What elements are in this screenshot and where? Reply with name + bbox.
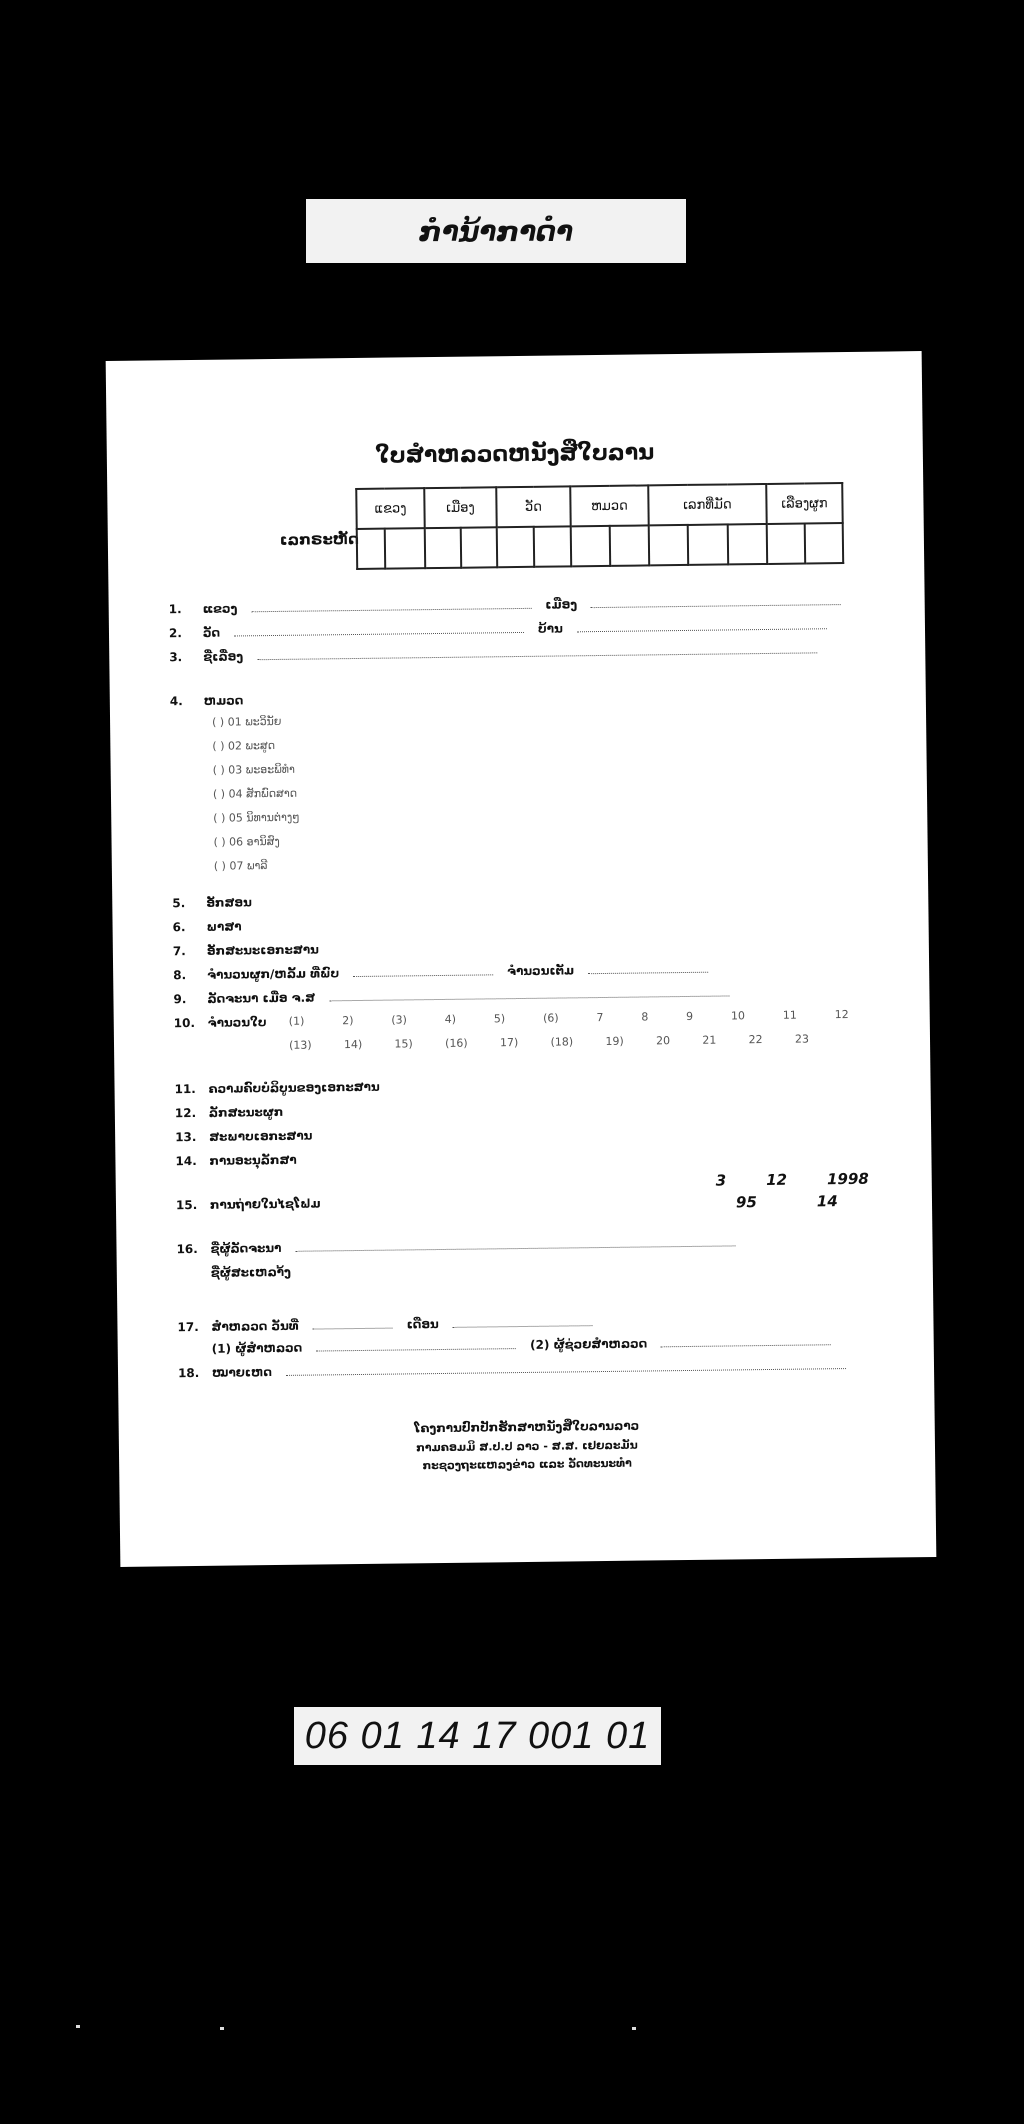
field-temple [169,618,827,640]
handwritten-numbers: 95 14 [735,1192,838,1212]
code-cell [688,524,728,564]
field-num: 18. [177,1365,200,1381]
leaf-count-row-1: (1) 2) (3) 4) 5) (6) 7 8 9 10 11 12 [288,1008,849,1028]
header-tag: ກຳນ້າກາດຳ [306,199,686,263]
code-col-temple: ວັດ [496,486,570,527]
field-category [170,693,244,708]
code-label: ເລກຣະຫັດ [279,529,360,549]
field-label-2: ເມືອງ [545,597,578,612]
field-num: 11. [174,1081,196,1097]
form-title: ໃບສຳຫລວດຫນັງສືໃບລານ [375,440,655,469]
field-fascicle-count [173,962,708,983]
leaf-count-row-2: (13) 14) 15) (16) 17) (18) 19) 20 21 22 23 [288,1032,810,1052]
field-num: 2. [168,626,183,641]
field-label: ການຖ່າຍໃນໄຊໂຟມ [209,1196,321,1212]
field-label: ຄວາມຄົບບໍລິບູນຂອງເອກະສານ [208,1079,380,1096]
code-cell [461,527,497,567]
category-option: ( ) 01 ພະວິນັຍ [212,714,282,729]
field-province [169,594,842,616]
fill-line [453,1324,593,1328]
field-label: (1) ຜູ້ສຳຫລວດ [211,1340,303,1356]
field-completeness [174,1080,379,1097]
field-num: 17. [177,1319,199,1335]
field-label-2: ຈຳນວນເຕັມ [507,963,575,979]
field-language [173,919,242,934]
field-label: ການອະນຸລັກສາ [209,1152,297,1168]
field-composed-date [173,985,729,1006]
field-label: ແຂວງ [202,601,238,616]
fill-line [251,607,531,612]
fill-line [295,1244,735,1251]
code-cell [610,525,649,565]
field-copyist [177,1265,291,1280]
category-option: ( ) 07 ພາລີ [213,859,268,873]
code-cell [649,525,689,565]
field-num: 1. [168,602,182,617]
field-label: ອັກສອນ [206,895,252,910]
field-remarks [178,1358,846,1380]
dust-speck [76,2025,80,2028]
fill-line [286,1367,846,1376]
field-label: ໝາຍເຫດ [211,1365,272,1380]
field-label: ວັດ [202,625,221,640]
field-num: 16. [176,1241,198,1257]
category-option: ( ) 06 ອານິສົງ [213,834,280,849]
field-label: ຊື່ຜູ້ສະເຫລາ້ງ [210,1264,291,1280]
survey-form-page [106,351,937,1567]
category-option: ( ) 02 ພະສູດ [212,738,276,753]
field-condition [175,1129,312,1145]
field-label: ລັກສະນະຜູກ [208,1104,284,1120]
code-cell [357,529,385,569]
fill-line [661,1343,831,1347]
field-surveyors [178,1334,832,1356]
fill-line [588,971,708,974]
field-author [176,1235,735,1256]
field-label-2: ເດືອນ [406,1317,439,1332]
field-label: ພາສາ [206,919,242,934]
code-cell [767,524,805,564]
field-num: 3. [169,650,183,665]
footer-line-1: ໂຄງການປົກປັກຮັກສາຫນັງສືໃບລານລາວ [414,1418,640,1436]
reel-code: 06 01 14 17 001 01 [294,1707,661,1765]
field-title [169,642,817,664]
code-col-district: ເມືອງ [424,487,496,528]
code-cell [727,524,767,564]
field-num: 9. [173,992,187,1007]
code-cell [497,527,534,567]
category-option: ( ) 03 ພະອະພິທຳ [212,762,295,777]
fill-line [591,603,841,608]
field-num: 6. [172,920,186,935]
field-num: 13. [175,1129,197,1145]
field-num: 12. [174,1105,197,1121]
field-label: ລັດຈະນາ ເມື່ອ ຈ.ສ [207,990,316,1006]
field-doc-type [173,942,319,958]
dust-speck [632,2027,636,2030]
fill-line [316,1347,516,1351]
field-num: 15. [175,1197,198,1213]
field-num: 10. [173,1015,196,1031]
field-num: 14. [175,1153,197,1169]
code-col-province: ແຂວງ [356,488,424,529]
field-label: ສະພາບເອກະສານ [209,1128,313,1144]
field-label-2: ບ້ານ [537,621,563,636]
code-grid [355,482,844,570]
code-col-bundle: ເລກທີ່ມັດ [648,484,766,525]
field-label: ສຳຫລວດ ວັນທີ່ [211,1318,299,1334]
handwritten-date: 3 12 1998 [715,1169,869,1190]
field-label-2: (2) ຜູ້ຊ່ວຍສຳຫລວດ [530,1336,648,1352]
field-label: ຊື່ຜູ້ລັດຈະນາ [210,1240,282,1256]
footer-line-3: ກະຊວງຖະແຫລງຂ່າວ ແລະ ວັດທະນະທຳ [422,1456,632,1473]
field-script [172,895,252,910]
field-num: 5. [172,896,186,911]
field-num: 7. [172,944,186,959]
fill-line [329,994,729,1001]
category-option: ( ) 04 ສັກພົດສາດ [212,786,298,801]
dust-speck [220,2027,224,2030]
field-preservation [175,1153,296,1168]
field-microfilm [176,1196,321,1212]
fill-line [257,651,817,660]
code-col-category: ຫມວດ [570,485,648,526]
field-survey-date [177,1315,592,1334]
fill-line [577,627,827,632]
field-leaf-count [174,1015,267,1030]
field-binding [175,1105,284,1120]
code-cell [385,528,425,568]
field-num: 4. [169,694,183,709]
field-label: ຫມວດ [203,693,244,708]
category-option: ( ) 05 ນິທານຕ່າງໆ [213,810,300,825]
footer-line-2: ກາມຄອມມິ ສ.ປ.ປ ລາວ - ສ.ສ. ເຢຍລະມັນ [416,1438,638,1455]
field-label: ຊື່ເລື່ອງ [203,649,244,664]
fill-line [313,1327,393,1330]
field-label: ອັກສະນະເອກະສານ [206,942,319,958]
fill-line [234,631,524,637]
fill-line [353,973,493,977]
field-label: ຈຳນວນໃບ [207,1015,267,1030]
code-cell [425,528,461,568]
code-col-fascicle: ເລືອງຜູກ [766,483,842,524]
code-cell [805,523,843,563]
code-cell [571,526,610,566]
field-label: ຈຳນວນຜູກ/ຫລັ້ມ ທີ່ພົບ [207,966,340,982]
code-cell [534,526,571,566]
field-num: 8. [173,968,187,983]
